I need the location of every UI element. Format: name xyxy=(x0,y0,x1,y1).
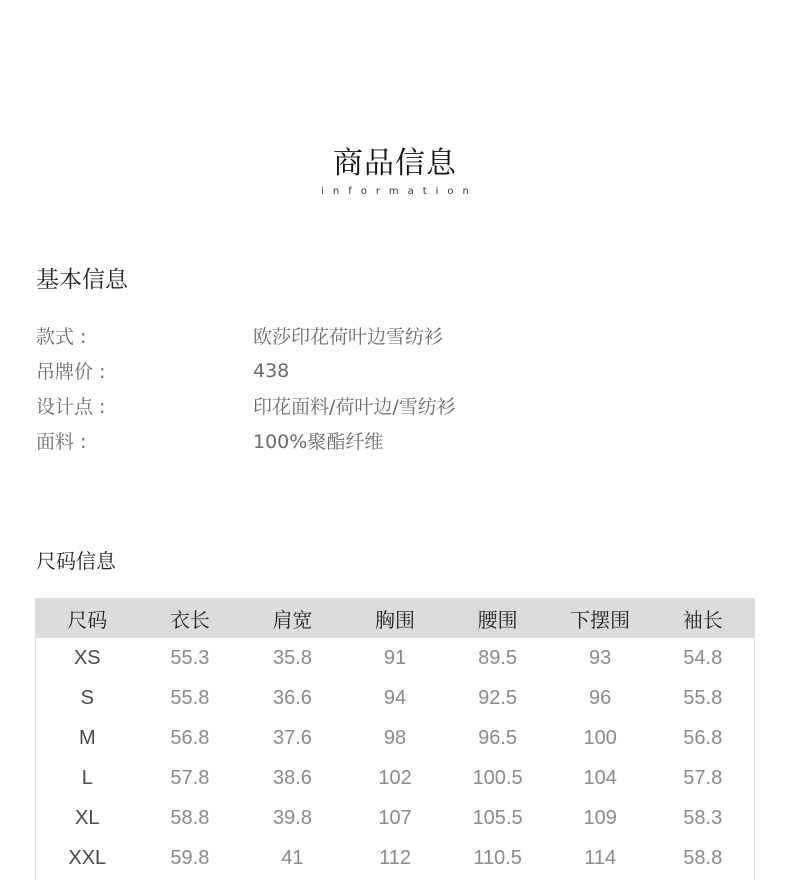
info-row-style xyxy=(36,318,736,353)
table-row xyxy=(36,718,754,758)
table-cell: 36.6 xyxy=(272,686,312,709)
table-cell: 94 xyxy=(383,686,407,709)
info-key: 面料 : xyxy=(36,431,87,453)
column-header: 腰围 xyxy=(477,607,518,632)
basic-info-list xyxy=(36,318,736,458)
info-value: 印花面料/荷叶边/雪纺衫 xyxy=(253,396,456,418)
table-row xyxy=(36,638,754,678)
table-cell: 55.8 xyxy=(170,686,210,709)
info-row-design xyxy=(36,388,736,423)
table-cell: XS xyxy=(73,646,101,669)
column-header: 下摆围 xyxy=(570,607,631,632)
basic-info-heading: 基本信息 xyxy=(36,267,128,293)
table-cell: 91 xyxy=(383,646,407,669)
table-cell: 56.8 xyxy=(170,726,210,749)
table-cell: 89.5 xyxy=(478,646,518,669)
table-cell: 58.3 xyxy=(683,806,723,829)
column-header: 袖长 xyxy=(682,607,723,632)
page-title: 商品信息 xyxy=(333,146,457,181)
table-row xyxy=(36,758,754,798)
table-cell: XXL xyxy=(68,846,107,869)
table-row xyxy=(36,798,754,838)
info-value: 438 xyxy=(253,359,290,382)
table-cell: 39.8 xyxy=(272,806,312,829)
column-header: 衣长 xyxy=(169,607,210,632)
table-cell: 98 xyxy=(383,726,407,749)
table-cell: 56.8 xyxy=(683,726,723,749)
table-cell: 107 xyxy=(378,806,412,829)
table-cell: 92.5 xyxy=(478,686,518,709)
info-key: 设计点 : xyxy=(36,396,106,418)
table-cell: 35.8 xyxy=(272,646,312,669)
size-table xyxy=(35,598,755,880)
page-subtitle: information xyxy=(321,186,478,197)
table-cell: 105.5 xyxy=(472,806,523,829)
info-row-fabric xyxy=(36,423,736,458)
table-cell: 100.5 xyxy=(472,766,523,789)
table-cell: 41 xyxy=(281,846,304,869)
table-cell: 37.6 xyxy=(272,726,312,749)
table-cell: 112 xyxy=(379,846,411,869)
size-table-header xyxy=(36,598,754,638)
table-cell: M xyxy=(78,726,96,749)
info-key: 吊牌价 : xyxy=(36,361,106,383)
info-value: 欧莎印花荷叶边雪纺衫 xyxy=(253,326,444,348)
table-cell: 110.5 xyxy=(473,846,522,869)
table-cell: 59.8 xyxy=(170,846,210,869)
table-cell: L xyxy=(81,766,93,789)
table-row xyxy=(36,838,754,878)
column-header: 尺码 xyxy=(67,607,108,632)
table-cell: S xyxy=(80,686,94,709)
table-cell: 57.8 xyxy=(683,766,723,789)
info-key: 款式 : xyxy=(36,326,87,348)
table-cell: 58.8 xyxy=(683,846,723,869)
table-cell: 102 xyxy=(378,766,412,789)
size-info-heading: 尺码信息 xyxy=(36,549,116,573)
table-cell: XL xyxy=(75,806,100,829)
table-cell: 114 xyxy=(584,846,617,869)
table-cell: 57.8 xyxy=(170,766,210,789)
table-cell: 96.5 xyxy=(478,726,518,749)
column-header: 肩宽 xyxy=(272,607,313,632)
table-cell: 100 xyxy=(583,726,617,749)
table-cell: 104 xyxy=(583,766,617,789)
info-value: 100%聚酯纤维 xyxy=(253,431,384,453)
table-cell: 109 xyxy=(583,806,617,829)
column-header: 胸围 xyxy=(375,607,416,632)
table-cell: 55.8 xyxy=(683,686,723,709)
table-row xyxy=(36,678,754,718)
table-cell: 54.8 xyxy=(683,646,723,669)
table-cell: 58.8 xyxy=(170,806,210,829)
table-cell: 38.6 xyxy=(272,766,312,789)
table-cell: 93 xyxy=(589,646,612,669)
info-row-price xyxy=(36,353,736,388)
table-cell: 55.3 xyxy=(170,646,210,669)
table-cell: 96 xyxy=(589,686,612,709)
